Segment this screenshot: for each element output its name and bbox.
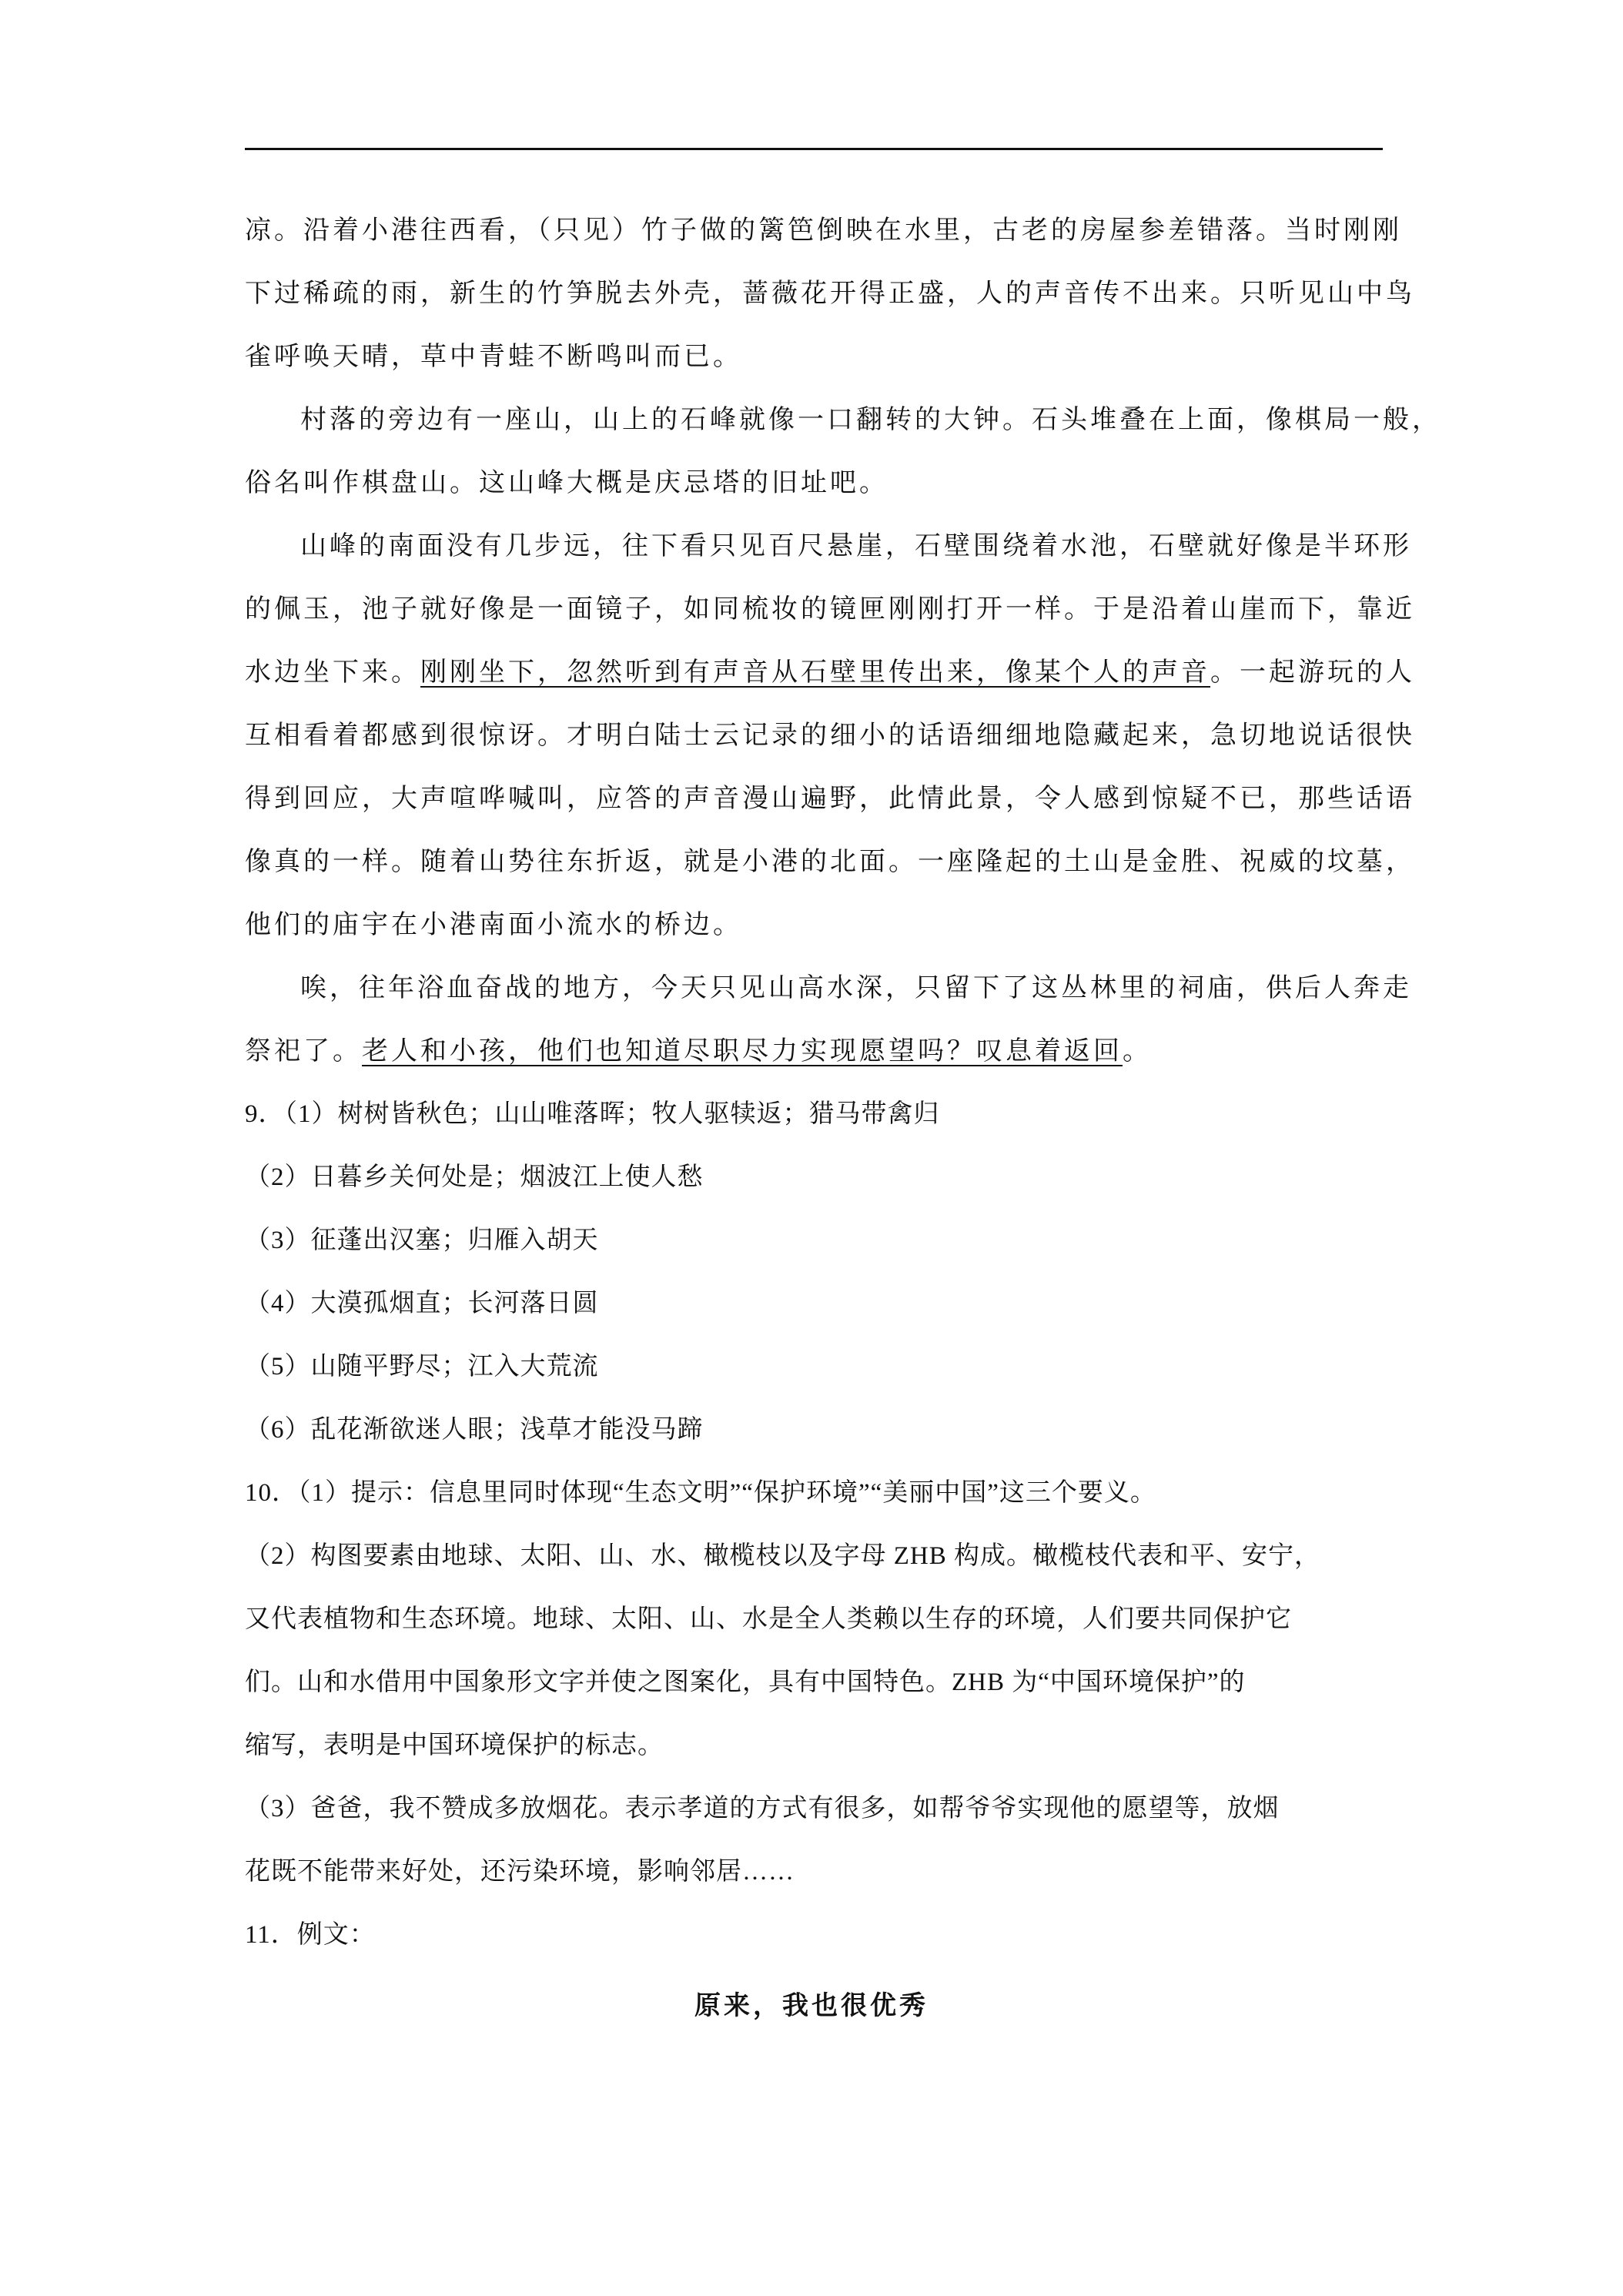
paragraph-line: 山峰的南面没有几步远，往下看只见百尺悬崖，石壁围绕着水池，石壁就好像是半环形	[300, 530, 1412, 561]
answer-label: 11．例文：	[245, 1921, 376, 1949]
paragraph-line-with-underline	[245, 1034, 1152, 1068]
text-segment: 祭祀了。	[245, 1036, 362, 1066]
answer-line: 9．（1）树树皆秋色；山山唯落晖；牧人驱犊返；猎马带禽归	[245, 1100, 940, 1128]
paragraph-line: 像真的一样。随着山势往东折返，就是小港的北面。一座隆起的土山是金胜、祝威的坟墓，	[245, 846, 1415, 877]
paragraph-line-with-underline	[245, 655, 1415, 689]
paragraph-line: 的佩玉，池子就好像是一面镜子，如同梳妆的镜匣刚刚打开一样。于是沿着山崖而下，靠近	[245, 594, 1415, 624]
text-segment: 水边坐下来。	[245, 657, 420, 688]
paragraph-line: 俗名叫作棋盘山。这山峰大概是庆忌塔的旧址吧。	[245, 467, 888, 498]
answer-line: （2）日暮乡关何处是；烟波江上使人愁	[245, 1163, 704, 1191]
header-rule	[245, 148, 1383, 150]
paragraph-line: 村落的旁边有一座山，山上的石峰就像一口翻转的大钟。石头堆叠在上面，像棋局一般，	[300, 404, 1441, 435]
answer-line: （2）构图要素由地球、太阳、山、水、橄榄枝以及字母 ZHB 构成。橄榄枝代表和平、安宁，	[245, 1542, 1320, 1570]
paragraph-line: 得到回应，大声喧哗喊叫，应答的声音漫山遍野，此情此景，令人感到惊疑不已，那些话语	[245, 783, 1415, 814]
answer-line: 花既不能带来好处，还污染环境，影响邻居……	[245, 1858, 795, 1886]
answer-line: （3）征蓬出汉塞；归雁入胡天	[245, 1227, 599, 1254]
paragraph-line: 下过稀疏的雨，新生的竹笋脱去外壳，蔷薇花开得正盛，人的声音传不出来。只听见山中鸟	[245, 278, 1415, 309]
paragraph-line: 他们的庙宇在小港南面小流水的桥边。	[245, 909, 742, 940]
answer-line: 10．（1）提示：信息里同时体现“生态文明”“保护环境”“美丽中国”这三个要义。	[245, 1479, 1156, 1507]
essay-title: 原来，我也很优秀	[694, 1990, 929, 2021]
text-segment: 。	[1123, 1036, 1152, 1066]
text-segment: 。一起游玩的人	[1210, 657, 1415, 688]
paragraph-line: 互相看着都感到很惊讶。才明白陆士云记录的细小的话语细细地隐藏起来，急切地说话很快	[245, 720, 1415, 751]
answer-line: （3）爸爸，我不赞成多放烟花。表示孝道的方式有很多，如帮爷爷实现他的愿望等，放烟	[245, 1795, 1280, 1822]
underlined-sentence: 刚刚坐下，忽然听到有声音从石壁里传出来，像某个人的声音	[420, 657, 1210, 688]
paragraph-line: 雀呼唤天晴，草中青蛙不断鸣叫而已。	[245, 341, 742, 372]
answer-line: （4）大漠孤烟直；长河落日圆	[245, 1290, 599, 1317]
paragraph-line: 凉。沿着小港往西看，（只见）竹子做的篱笆倒映在水里，古老的房屋参差错落。当时刚刚	[245, 215, 1402, 246]
answer-line: 又代表植物和生态环境。地球、太阳、山、水是全人类赖以生存的环境，人们要共同保护它	[245, 1605, 1292, 1633]
paragraph-line: 唉，往年浴血奋战的地方，今天只见山高水深，只留下了这丛林里的祠庙，供后人奔走	[300, 972, 1412, 1003]
answer-line: （6）乱花渐欲迷人眼；浅草才能没马蹄	[245, 1416, 704, 1444]
underlined-sentence: 老人和小孩，他们也知道尽职尽力实现愿望吗？叹息着返回	[362, 1036, 1123, 1066]
answer-line: 缩写，表明是中国环境保护的标志。	[245, 1732, 664, 1759]
answer-line: （5）山随平野尽；江入大荒流	[245, 1353, 599, 1381]
answer-line: 们。山和水借用中国象形文字并使之图案化，具有中国特色。ZHB 为“中国环境保护”的	[245, 1668, 1246, 1696]
